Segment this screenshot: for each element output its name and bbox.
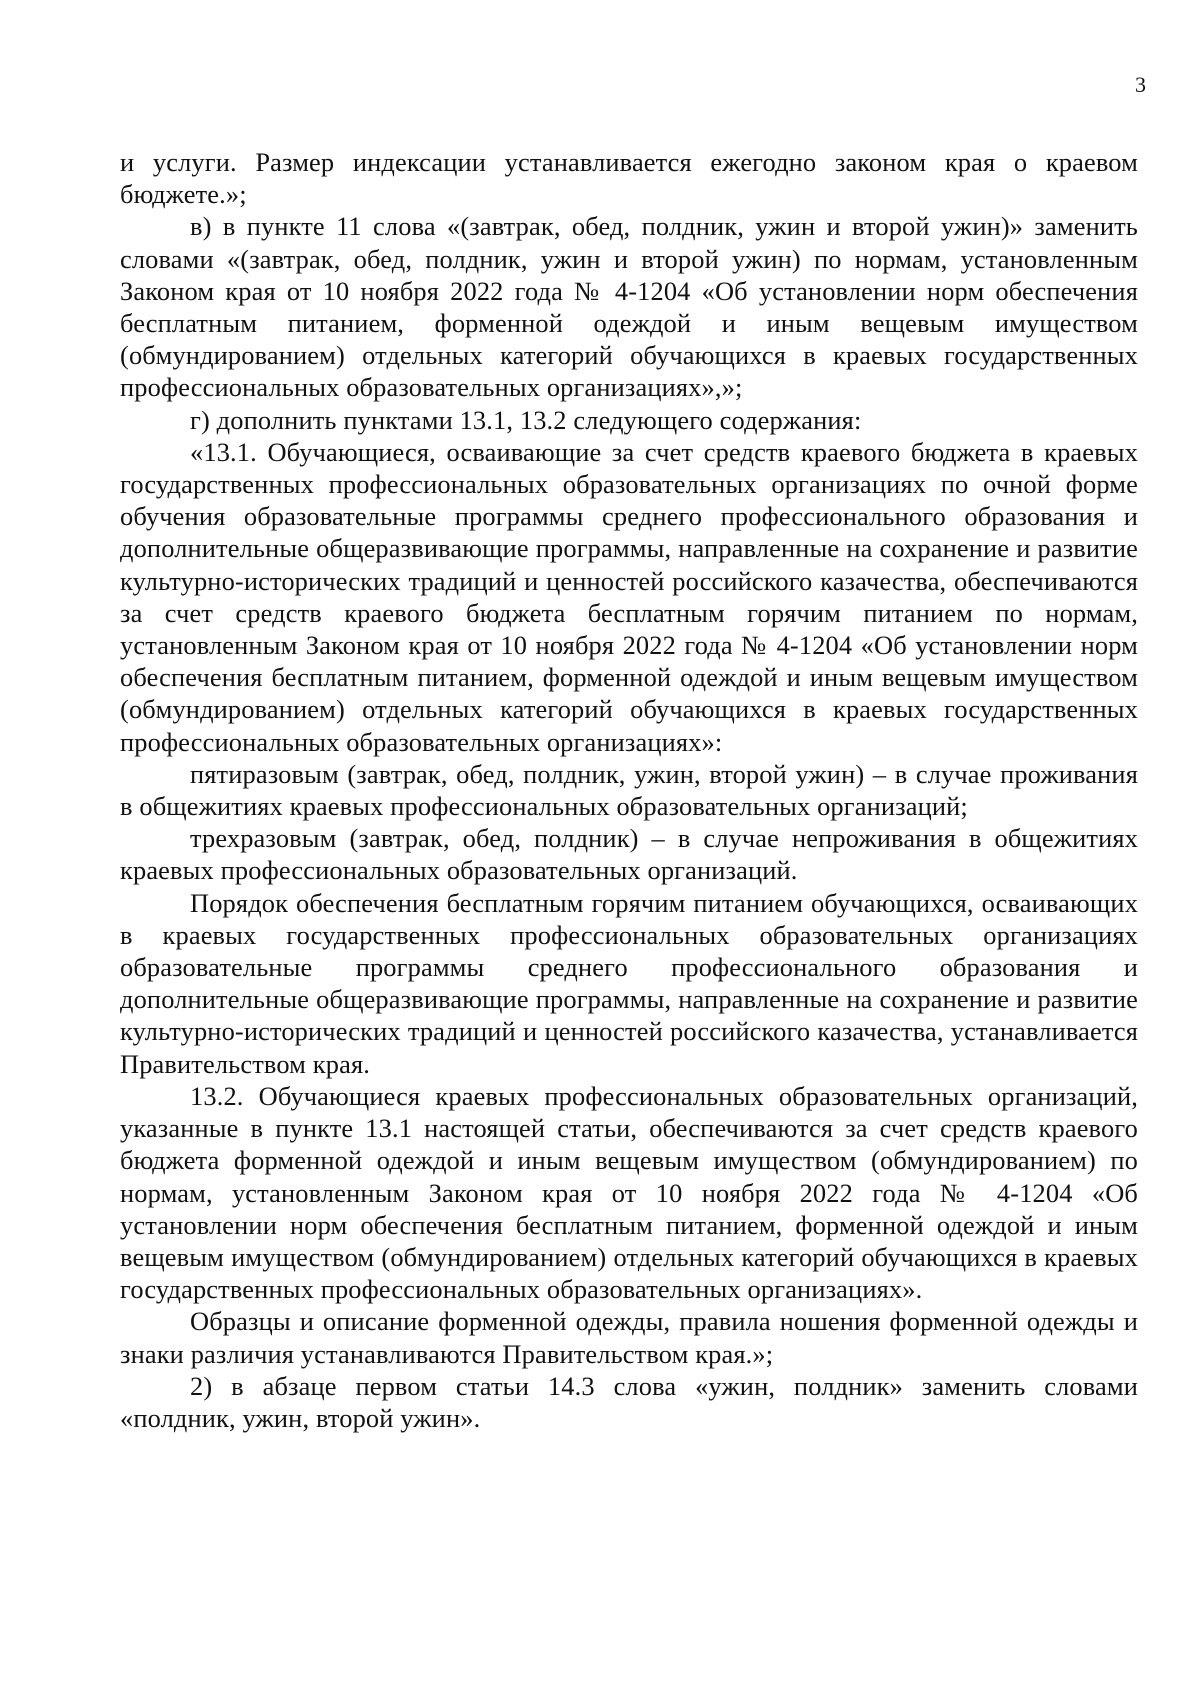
paragraph-procedure: Порядок обеспечения бесплатным горячим питанием обучающихся, осваивающих в краевых государственных профессиональных образовательных организациях образовательные программы среднего профессионального образования и дополнительные общеразвивающие программы, направленные на сохранение и развитие культурно-исторических традиций и ценностей российского казачества, устанавливается Правительством края. [120,887,1138,1079]
paragraph-three-meals: трехразовым (завтрак, обед, полдник) – в случае непроживания в общежитиях краевых профессиональных образовательных организаций. [120,823,1138,886]
page-number: 3 [1135,72,1146,97]
paragraph-item-g: г) дополнить пунктами 13.1, 13.2 следующего содержания: [190,404,862,435]
paragraph-13-2: 13.2. Обучающиеся краевых профессиональных образовательных организаций, указанные в пункте 13.1 настоящей статьи, обеспечиваются за счет средств краевого бюджета форменной одеждой и иным вещевым имуществом (обмундированием) по нормам, установленным Законом края от 10 ноября 2022 года № 4-1204 «Об установлении норм обеспечения бесплатным питанием, форменной одеждой и иным вещевым имуществом (обмундированием) отдельных категорий обучающихся в краевых государственных профессиональных образовательных организациях». [120,1080,1138,1305]
paragraph-five-meals: пятиразовым (завтрак, обед, полдник, ужин, второй ужин) – в случае проживания в общежитиях краевых профессиональных образовательных организаций; [120,758,1138,822]
paragraph-continuation: и услуги. Размер индексации устанавливается ежегодно законом края о краевом бюджете.»; [120,147,1138,210]
paragraph-13-1: «13.1. Обучающиеся, осваивающие за счет средств краевого бюджета в краевых государственных профессиональных образовательных организациях по очной форме обучения образовательные программы среднего профессионального образования и дополнительные общеразвивающие программы, направленные на сохранение и развитие культурно-исторических традиций и ценностей российского казачества, обеспечиваются за счет средств краевого бюджета бесплатным горячим питанием по нормам, установленным Законом края от 10 ноября 2022 года № 4-1204 «Об установлении норм обеспечения бесплатным питанием, форменной одеждой и иным вещевым имуществом (обмундированием) отдельных категорий обучающихся в краевых государственных профессиональных образовательных организациях»: [120,436,1138,757]
paragraph-item-v: в) в пункте 11 слова «(завтрак, обед, полдник, ужин и второй ужин)» заменить словами «(завтрак, обед, полдник, ужин и второй ужин) по нормам, установленным Законом края от 10 ноября 2022 года № 4-1204 «Об установлении норм обеспечения бесплатным питанием, форменной одеждой и иным вещевым имуществом (обмундированием) отдельных категорий обучающихся в краевых государственных профессиональных образовательных организациях»,»; [120,211,1138,403]
paragraph-uniform-samples: Образцы и описание форменной одежды, правила ношения форменной одежды и знаки различия устанавливаются Правительством края.»; [120,1306,1138,1369]
paragraph-item-2: 2) в абзаце первом статьи 14.3 слова «ужин, полдник» заменить словами «полдник, ужин, второй ужин». [120,1370,1138,1433]
document-body [120,146,1138,1434]
